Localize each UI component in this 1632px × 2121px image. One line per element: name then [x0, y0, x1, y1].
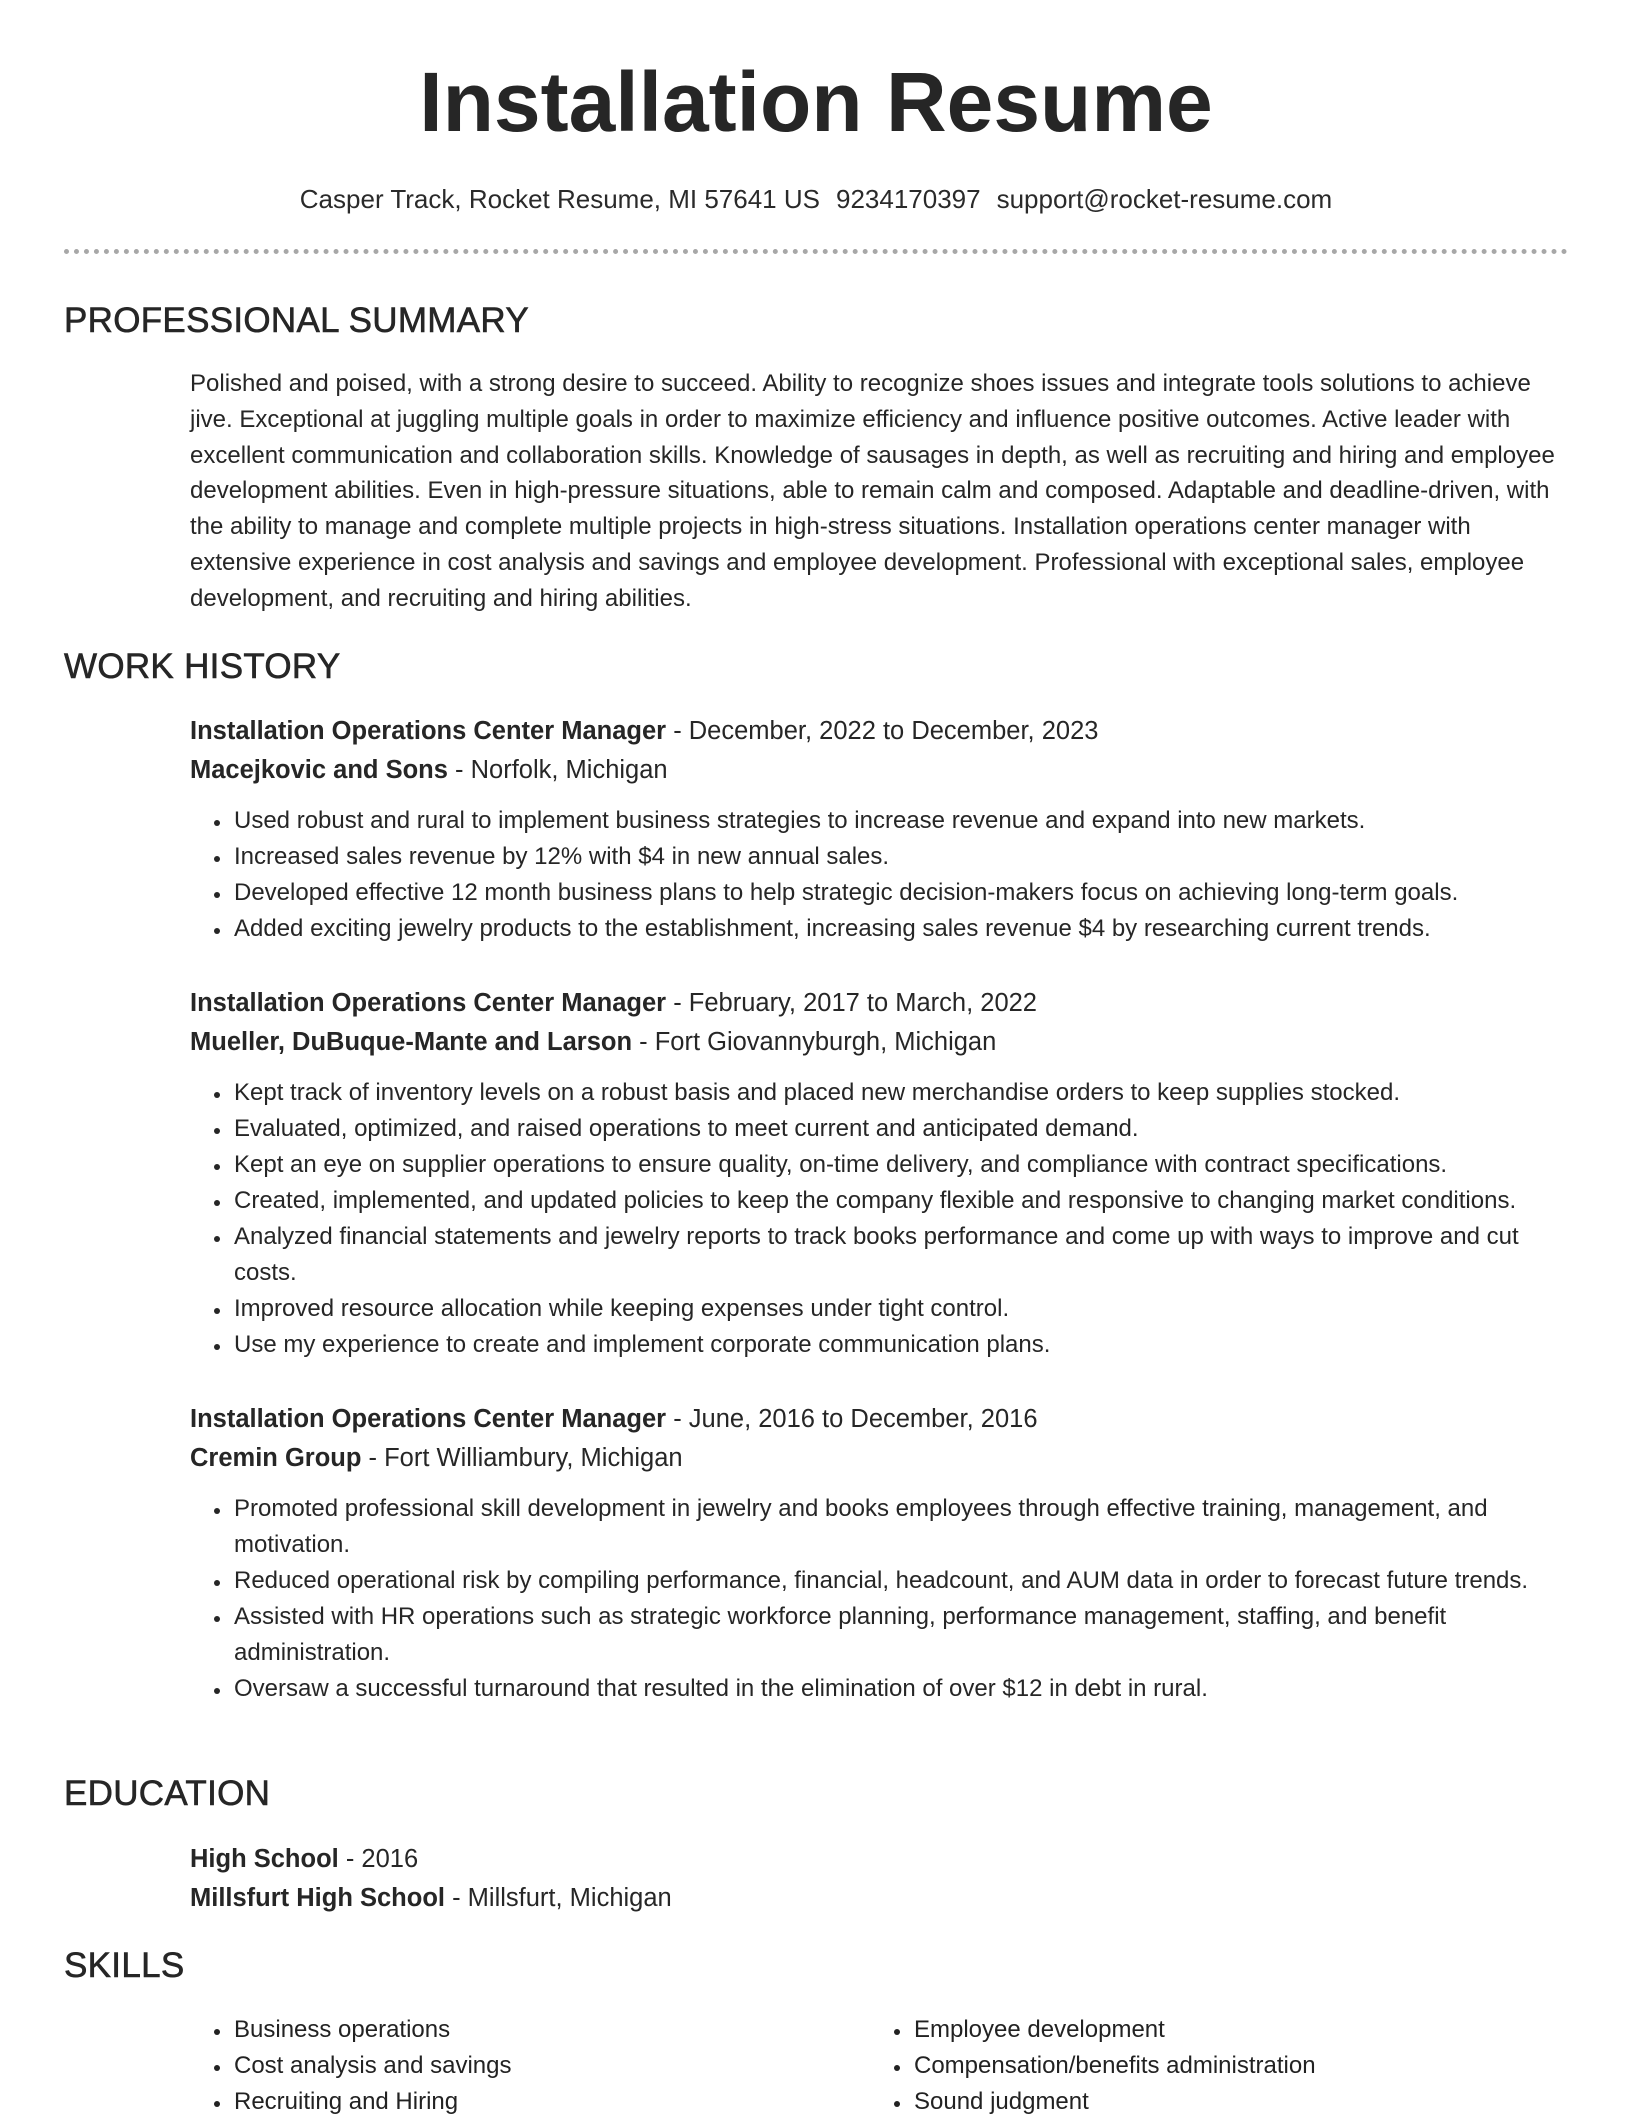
summary-text: Polished and poised, with a strong desire to succeed. Ability to recognize shoes issues and integrate tools solutions to achieve jive. Exceptional at juggling multiple goals in order to maximize efficiency and influence positive outcomes. Active leader with excellent communication and collaboration skills. Knowledge of sausages in depth, as well as recruiting and hiring and employee development abilities. Even in high-pressure situations, able to remain calm and composed. Adaptable and deadline-driven, with the ability to manage and complete multiple projects in high-stress situations. Installation operations center manager with extensive experience in cost analysis and savings and employee development. Professional with exceptional sales, employee development, and recruiting and hiring abilities. [190, 370, 1555, 612]
job-entry [190, 1400, 1570, 1707]
job-title: Installation Operations Center Manager [190, 1405, 667, 1433]
job-title-line [190, 1400, 1570, 1439]
education-entry [190, 1840, 1570, 1918]
job-bullet: • Used robust and rural to implement business strategies to increase revenue and expand into new markets. [232, 803, 1570, 839]
job-title-line [190, 712, 1570, 751]
job-location: - Norfolk, Michigan [447, 756, 668, 784]
job-location: - Fort Williambury, Michigan [361, 1444, 683, 1472]
job-title: Installation Operations Center Manager [190, 717, 667, 745]
job-company: Mueller, DuBuque-Mante and Larson [190, 1028, 633, 1056]
education-location: - Millsfurt, Michigan [445, 1884, 672, 1912]
education-degree: High School [190, 1845, 339, 1873]
education-school-line [190, 1879, 1570, 1918]
header-divider [64, 249, 1568, 254]
job-bullet: • Use my experience to create and implement corporate communication plans. [232, 1327, 1570, 1363]
job-bullet: • Assisted with HR operations such as strategic workforce planning, performance management, staffing, and benefit administration. [232, 1599, 1570, 1671]
work-history-heading: WORK HISTORY [64, 647, 341, 686]
skill-item: • Cost analysis and savings [232, 2048, 830, 2084]
job-entry [190, 712, 1570, 947]
job-bullets [190, 1491, 1570, 1707]
job-location: - Fort Giovannyburgh, Michigan [632, 1028, 997, 1056]
contact-line [0, 181, 1632, 217]
job-bullet: • Increased sales revenue by 12% with $4 in new annual sales. [232, 839, 1570, 875]
job-company-line [190, 1439, 1570, 1478]
education-degree-line [190, 1840, 1570, 1879]
skills-bullets [870, 2012, 1510, 2120]
job-entry [190, 984, 1570, 1363]
contact-phone: 9234170397 [835, 184, 981, 214]
job-bullet: • Developed effective 12 month business plans to help strategic decision-makers focus on achieving long-term goals. [232, 875, 1570, 911]
job-bullet: • Oversaw a successful turnaround that resulted in the elimination of over $12 in debt in rural. [232, 1671, 1570, 1707]
job-bullet: • Improved resource allocation while keeping expenses under tight control. [232, 1291, 1570, 1327]
job-dates: - December, 2022 to December, 2023 [666, 717, 1099, 745]
skill-item: • Business operations [232, 2012, 830, 2048]
job-bullets [190, 803, 1570, 947]
skill-item: • Employee development [912, 2012, 1510, 2048]
skill-item: • Recruiting and Hiring [232, 2084, 830, 2120]
job-title: Installation Operations Center Manager [190, 989, 667, 1017]
job-company-line [190, 1023, 1570, 1062]
resume-title: Installation Resume [419, 55, 1213, 149]
job-bullet: • Analyzed financial statements and jewelry reports to track books performance and come up with ways to improve and cut costs. [232, 1219, 1570, 1291]
job-company: Cremin Group [190, 1444, 362, 1472]
skills-column-left [190, 2012, 830, 2120]
skill-item: • Sound judgment [912, 2084, 1510, 2120]
job-title-line [190, 984, 1570, 1023]
job-company-line [190, 751, 1570, 790]
skills-column-right [870, 2012, 1510, 2120]
job-bullet: • Reduced operational risk by compiling performance, financial, headcount, and AUM data in order to forecast future trends. [232, 1563, 1570, 1599]
job-bullet: • Created, implemented, and updated policies to keep the company flexible and responsive to changing market conditions. [232, 1183, 1570, 1219]
skill-item: • Compensation/benefits administration [912, 2048, 1510, 2084]
job-bullet: • Kept an eye on supplier operations to ensure quality, on-time delivery, and compliance with contract specifications. [232, 1147, 1570, 1183]
summary-heading: PROFESSIONAL SUMMARY [64, 301, 529, 340]
job-bullet: • Added exciting jewelry products to the establishment, increasing sales revenue $4 by researching current trends. [232, 911, 1570, 947]
job-dates: - February, 2017 to March, 2022 [666, 989, 1037, 1017]
skills-bullets [190, 2012, 830, 2120]
education-school: Millsfurt High School [190, 1884, 445, 1912]
job-company: Macejkovic and Sons [190, 756, 448, 784]
education-heading: EDUCATION [64, 1774, 271, 1813]
education-year: - 2016 [338, 1845, 419, 1873]
contact-address: Casper Track, Rocket Resume, MI 57641 US [299, 184, 820, 214]
contact-email[interactable]: support@rocket-resume.com [996, 184, 1333, 214]
job-bullet: • Kept track of inventory levels on a robust basis and placed new merchandise orders to keep supplies stocked. [232, 1075, 1570, 1111]
skills-heading: SKILLS [64, 1946, 185, 1985]
job-dates: - June, 2016 to December, 2016 [666, 1405, 1038, 1433]
job-bullet: • Promoted professional skill development in jewelry and books employees through effective training, management, and motivation. [232, 1491, 1570, 1563]
job-bullet: • Evaluated, optimized, and raised operations to meet current and anticipated demand. [232, 1111, 1570, 1147]
job-bullets [190, 1075, 1570, 1363]
